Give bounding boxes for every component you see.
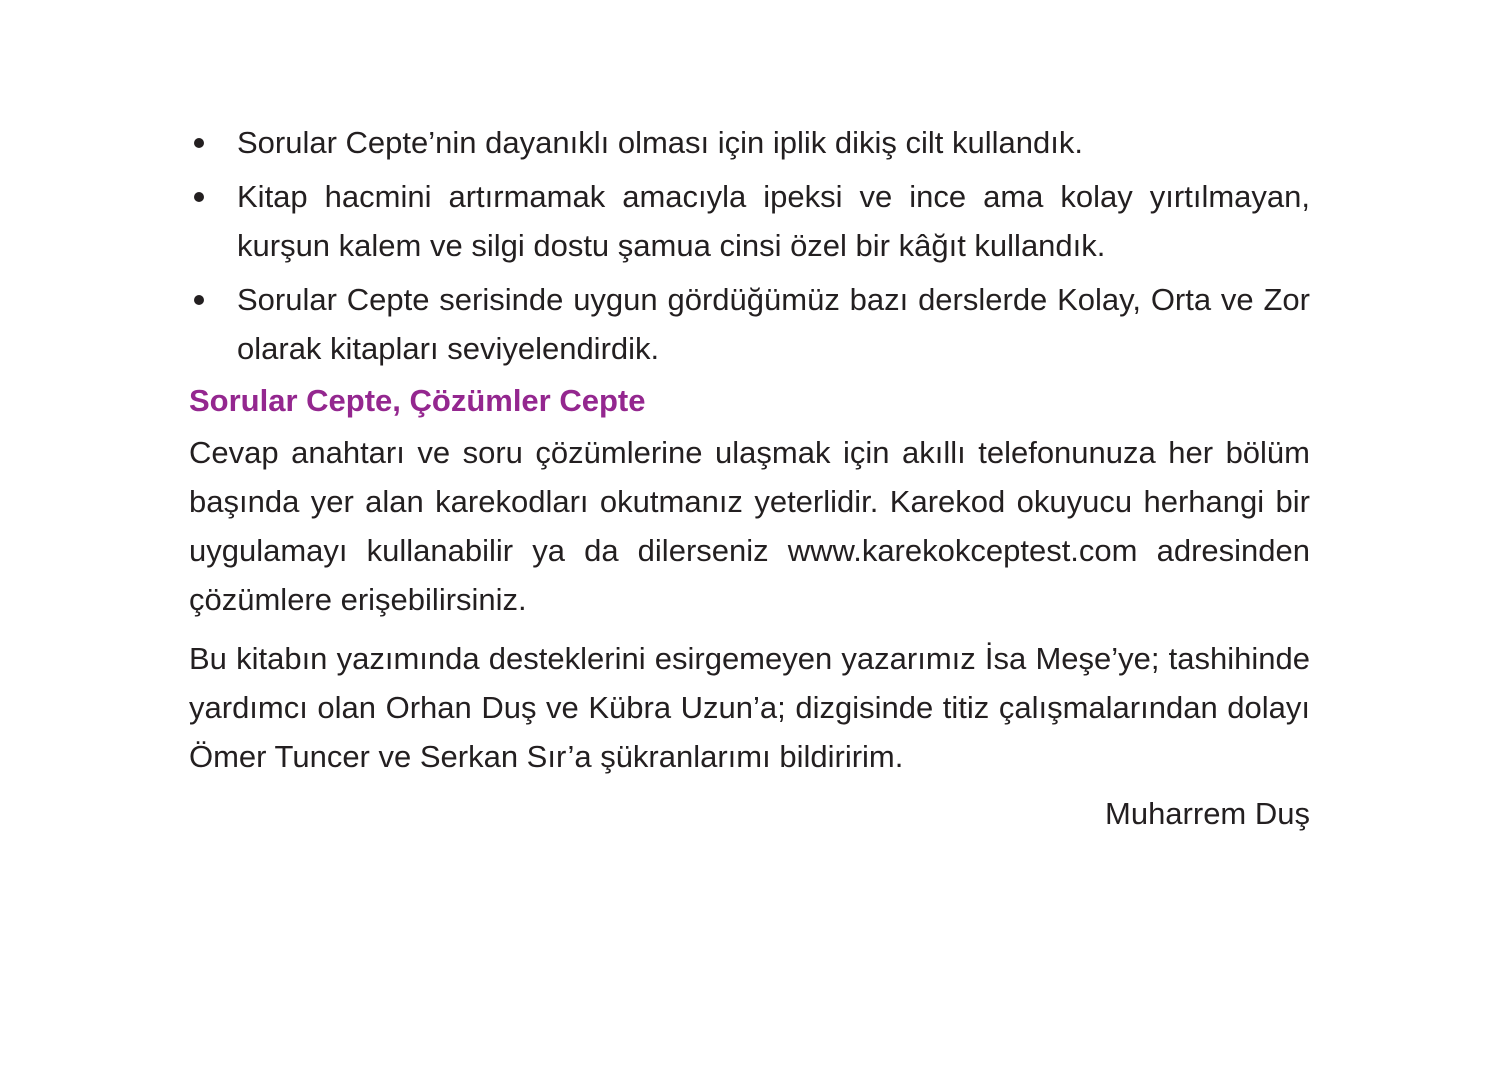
bullet-item bbox=[189, 118, 1310, 167]
document-page bbox=[189, 118, 1310, 838]
bullet-dot-icon bbox=[194, 138, 204, 148]
paragraph-acknowledgements: Bu kitabın yazımında desteklerini esirgemeyen yazarımız İsa Meşe’ye; tashihinde yardımcı olan Orhan Duş ve Kübra Uzun’a; dizgisinde titiz çalışmalarından dolayı Ömer Tuncer ve Serkan Sır’a şükranlarımı bildiririm. bbox=[189, 641, 1310, 774]
feature-bullet-list bbox=[189, 118, 1310, 373]
bullet-item bbox=[189, 172, 1310, 270]
author-signature: Muharrem Duş bbox=[1105, 796, 1310, 831]
section-heading: Sorular Cepte, Çözümler Cepte bbox=[189, 383, 646, 418]
bullet-dot-icon bbox=[194, 295, 204, 305]
bullet-text: Kitap hacmini artırmamak amacıyla ipeksi ve ince ama kolay yırtılmayan, kurşun kalem ve silgi dostu şamua cinsi özel bir kâğıt kullandık. bbox=[237, 179, 1310, 263]
bullet-dot-icon bbox=[194, 192, 204, 202]
bullet-text: Sorular Cepte’nin dayanıklı olması için iplik dikiş cilt kullandık. bbox=[237, 125, 1083, 160]
bullet-item bbox=[189, 275, 1310, 373]
bullet-text: Sorular Cepte serisinde uygun gördüğümüz bazı derslerde Kolay, Orta ve Zor olarak kitapları seviyelendirdik. bbox=[237, 282, 1310, 366]
paragraph-qr-solutions: Cevap anahtarı ve soru çözümlerine ulaşmak için akıllı telefonunuza her bölüm başında yer alan karekodları okutmanız yeterlidir. Karekod okuyucu herhangi bir uygulamayı kullanabilir ya da dilerseniz www.karekokceptest.com adresinden çözümlere erişebilirsiniz. bbox=[189, 435, 1310, 617]
